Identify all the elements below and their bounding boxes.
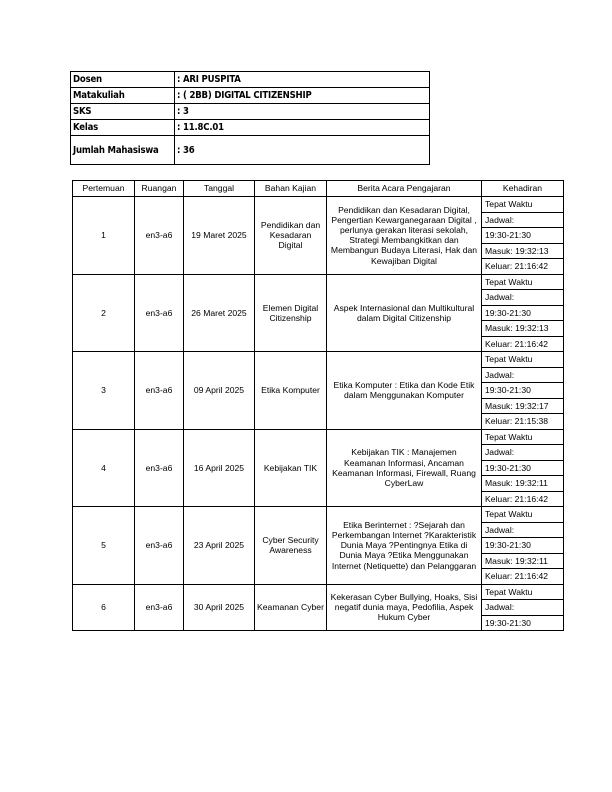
attendance-cell: Tepat Waktu	[482, 429, 564, 445]
table-row	[73, 584, 564, 600]
meeting-number-cell: 5	[73, 507, 135, 585]
attendance-cell: 19:30-21:30	[482, 615, 564, 631]
col-header-tanggal: Tanggal	[184, 181, 255, 197]
table-row	[73, 429, 564, 445]
col-header-pertemuan: Pertemuan	[73, 181, 135, 197]
meeting-number-cell: 1	[73, 197, 135, 275]
attendance-cell: Jadwal:	[482, 445, 564, 461]
col-header-kehadiran: Kehadiran	[482, 181, 564, 197]
room-cell: en3-a6	[135, 429, 184, 507]
attendance-cell: Masuk: 19:32:11	[482, 553, 564, 569]
attendance-cell: Masuk: 19:32:13	[482, 243, 564, 259]
info-value: : ( 2BB) DIGITAL CITIZENSHIP	[175, 88, 430, 104]
attendance-cell: Jadwal:	[482, 600, 564, 616]
attendance-cell: Keluar: 21:16:42	[482, 491, 564, 507]
attendance-cell: 19:30-21:30	[482, 538, 564, 554]
table-row	[73, 274, 564, 290]
topic-cell: Pendidikan dan Kesadaran Digital	[255, 197, 327, 275]
room-cell: en3-a6	[135, 197, 184, 275]
room-cell: en3-a6	[135, 584, 184, 631]
info-label: Dosen	[71, 72, 175, 88]
date-cell: 09 April 2025	[184, 352, 255, 430]
topic-cell: Etika Komputer	[255, 352, 327, 430]
meeting-number-cell: 3	[73, 352, 135, 430]
date-cell: 19 Maret 2025	[184, 197, 255, 275]
attendance-cell: Tepat Waktu	[482, 274, 564, 290]
room-cell: en3-a6	[135, 274, 184, 352]
table-header-row	[73, 181, 564, 197]
info-value: : 11.8C.01	[175, 120, 430, 136]
attendance-cell: Tepat Waktu	[482, 584, 564, 600]
attendance-cell: Jadwal:	[482, 367, 564, 383]
topic-cell: Elemen Digital Citizenship	[255, 274, 327, 352]
teaching-record-cell: Kebijakan TIK : Manajemen Keamanan Informasi, Ancaman Keamanan Informasi, Firewall, Ruang CyberLaw	[327, 429, 482, 507]
table-row	[73, 197, 564, 213]
meeting-schedule-table	[72, 180, 564, 631]
table-row	[73, 352, 564, 368]
attendance-cell: 19:30-21:30	[482, 460, 564, 476]
attendance-cell: 19:30-21:30	[482, 383, 564, 399]
attendance-cell: Masuk: 19:32:13	[482, 321, 564, 337]
teaching-record-cell: Aspek Internasional dan Multikultural dalam Digital Citizenship	[327, 274, 482, 352]
info-row	[71, 136, 430, 165]
attendance-cell: 19:30-21:30	[482, 228, 564, 244]
attendance-cell: Keluar: 21:16:42	[482, 259, 564, 275]
attendance-cell: Keluar: 21:16:42	[482, 336, 564, 352]
table-row	[73, 507, 564, 523]
meeting-number-cell: 4	[73, 429, 135, 507]
teaching-record-cell: Etika Berinternet : ?Sejarah dan Perkembangan Internet ?Karakteristik Dunia Maya ?Pentingnya Etika di Dunia Maya ?Etika Menggunakan Internet (Netiquette) dan Pelanggaran	[327, 507, 482, 585]
attendance-cell: Keluar: 21:15:38	[482, 414, 564, 430]
teaching-record-cell: Pendidikan dan Kesadaran Digital, Pengertian Kewarganegaraan Digital , perlunya gerakan literasi sekolah, Strategi Membangkitkan dan Membangun Budaya Literasi, Hak dan Kewajiban Digital	[327, 197, 482, 275]
attendance-cell: Tepat Waktu	[482, 197, 564, 213]
attendance-cell: 19:30-21:30	[482, 305, 564, 321]
info-value: : 3	[175, 104, 430, 120]
info-row	[71, 88, 430, 104]
date-cell: 23 April 2025	[184, 507, 255, 585]
attendance-cell: Jadwal:	[482, 212, 564, 228]
info-label: Kelas	[71, 120, 175, 136]
attendance-cell: Masuk: 19:32:17	[482, 398, 564, 414]
teaching-record-cell: Kekerasan Cyber Bullying, Hoaks, Sisi negatif dunia maya, Pedofilia, Aspek Hukum Cyber	[327, 584, 482, 631]
teaching-record-cell: Etika Komputer : Etika dan Kode Etik dalam Menggunakan Komputer	[327, 352, 482, 430]
attendance-cell: Jadwal:	[482, 290, 564, 306]
attendance-cell: Jadwal:	[482, 522, 564, 538]
info-row	[71, 120, 430, 136]
attendance-cell: Masuk: 19:32:11	[482, 476, 564, 492]
attendance-cell: Tepat Waktu	[482, 352, 564, 368]
room-cell: en3-a6	[135, 507, 184, 585]
topic-cell: Keamanan Cyber	[255, 584, 327, 631]
col-header-ruangan: Ruangan	[135, 181, 184, 197]
info-value: : ARI PUSPITA	[175, 72, 430, 88]
date-cell: 16 April 2025	[184, 429, 255, 507]
info-row	[71, 104, 430, 120]
topic-cell: Kebijakan TIK	[255, 429, 327, 507]
info-label: SKS	[71, 104, 175, 120]
date-cell: 30 April 2025	[184, 584, 255, 631]
attendance-cell: Tepat Waktu	[482, 507, 564, 523]
info-value: : 36	[175, 136, 430, 165]
col-header-berita-acara: Berita Acara Pengajaran	[327, 181, 482, 197]
meeting-number-cell: 6	[73, 584, 135, 631]
info-label: Jumlah Mahasiswa	[71, 136, 175, 165]
meeting-number-cell: 2	[73, 274, 135, 352]
info-label: Matakuliah	[71, 88, 175, 104]
room-cell: en3-a6	[135, 352, 184, 430]
attendance-cell: Keluar: 21:16:42	[482, 569, 564, 585]
col-header-bahan-kajian: Bahan Kajian	[255, 181, 327, 197]
topic-cell: Cyber Security Awareness	[255, 507, 327, 585]
date-cell: 26 Maret 2025	[184, 274, 255, 352]
course-info-table	[70, 71, 430, 165]
info-row	[71, 72, 430, 88]
